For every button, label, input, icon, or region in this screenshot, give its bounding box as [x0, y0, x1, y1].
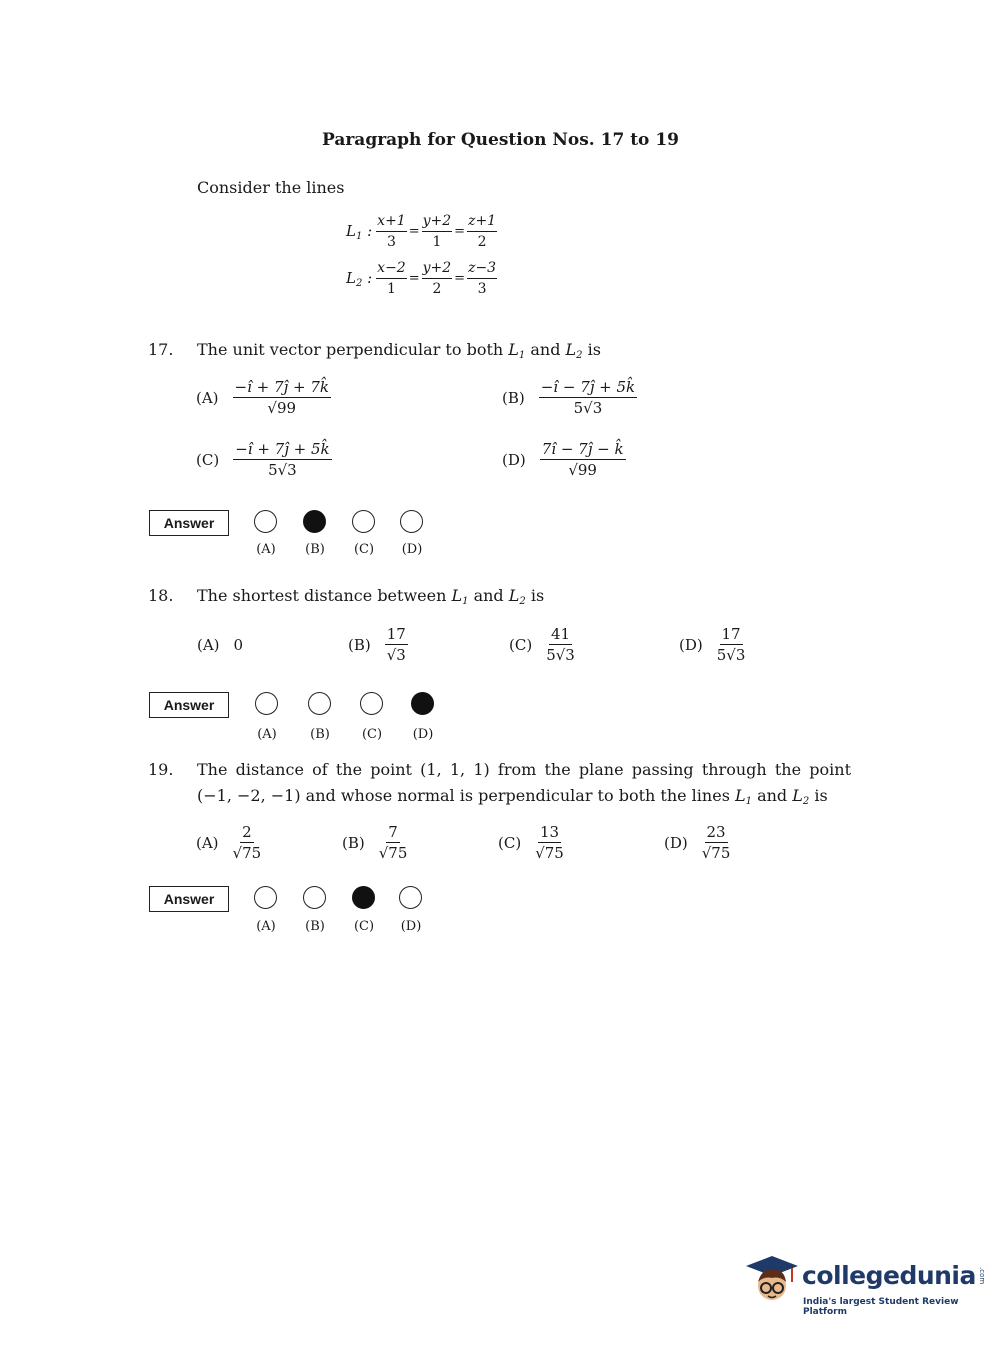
intro-text: Consider the lines — [197, 178, 345, 197]
q17-bubble-a[interactable] — [254, 510, 277, 533]
q18-option-c: (C) $\frac{41}{5√3}$ — [509, 625, 575, 664]
q17-bubble-label-a: (A) — [256, 542, 276, 557]
q17-answer-label: Answer — [149, 510, 229, 536]
q19-text-line1: The distance of the point (1, 1, 1) from the plane passing through the point — [197, 760, 851, 779]
q19-bubble-a[interactable] — [254, 886, 277, 909]
q19-bubble-b[interactable] — [303, 886, 326, 909]
q19-bubble-c[interactable] — [352, 886, 375, 909]
q18-bubble-label-d: (D) — [412, 727, 434, 742]
line-l1-equation: $L_1$ : $\frac{x+1}{3}$ = $\frac{y+2}{1}$ = $\frac{z+1}{2}$ — [346, 213, 497, 250]
q19-bubble-label-b: (B) — [305, 919, 325, 934]
q19-option-b: (B) $\frac{7}{√75}$ — [342, 823, 408, 862]
q17-option-c: (C) $\frac{-î + 7ĵ + 5k̂}{5√3}$ — [196, 440, 330, 479]
brand-logo — [802, 1261, 986, 1291]
brand-suffix: .com — [977, 1267, 986, 1285]
q17-text: The unit vector perpendicular to both $L_1$ and $L_2$ is — [197, 340, 601, 361]
brand-name: collegedunia — [802, 1261, 976, 1290]
q17-number: 17. — [148, 340, 174, 359]
q19-bubble-label-a: (A) — [256, 919, 276, 934]
q18-bubble-a[interactable] — [255, 692, 278, 715]
q19-bubble-d[interactable] — [399, 886, 422, 909]
q18-bubble-label-c: (C) — [361, 727, 383, 742]
q17-bubble-c[interactable] — [352, 510, 375, 533]
q18-option-a: (A) 0 — [197, 636, 244, 654]
q17-option-a: (A) $\frac{-î + 7ĵ + 7k̂}{√99}$ — [196, 378, 329, 417]
q19-option-d: (D) $\frac{23}{√75}$ — [664, 823, 731, 862]
q19-number: 19. — [148, 760, 174, 779]
q17-bubble-label-d: (D) — [401, 542, 423, 557]
q17-option-b: (B) $\frac{-î - 7ĵ + 5k̂}{5√3}$ — [502, 378, 636, 417]
q17-option-d: (D) $\frac{7î - 7ĵ - k̂}{√99}$ — [502, 440, 624, 479]
q18-bubble-label-a: (A) — [257, 727, 277, 742]
q18-option-b: (B) $\frac{17}{√3}$ — [348, 625, 406, 664]
q18-bubble-b[interactable] — [308, 692, 331, 715]
q18-bubble-c[interactable] — [360, 692, 383, 715]
q18-bubble-label-b: (B) — [310, 727, 330, 742]
q19-text-line2: (−1, −2, −1) and whose normal is perpendicular to both the lines $L_1$ and $L_2$ is — [197, 786, 828, 807]
q19-option-c: (C) $\frac{13}{√75}$ — [498, 823, 564, 862]
q18-option-d: (D) $\frac{17}{5√3}$ — [679, 625, 746, 664]
q18-bubble-d[interactable] — [411, 692, 434, 715]
paragraph-heading: Paragraph for Question Nos. 17 to 19 — [322, 130, 679, 150]
q17-bubble-label-c: (C) — [353, 542, 375, 557]
q19-answer-label: Answer — [149, 886, 229, 912]
q19-bubble-label-d: (D) — [400, 919, 422, 934]
line-l2-equation: $L_2$ : $\frac{x-2}{1}$ = $\frac{y+2}{2}$ = $\frac{z-3}{3}$ — [346, 260, 497, 297]
q17-bubble-b[interactable] — [303, 510, 326, 533]
q19-option-a: (A) $\frac{2}{√75}$ — [196, 823, 262, 862]
mascot-icon — [742, 1252, 802, 1312]
q17-bubble-d[interactable] — [400, 510, 423, 533]
q18-number: 18. — [148, 586, 174, 605]
q18-answer-label: Answer — [149, 692, 229, 718]
q17-bubble-label-b: (B) — [305, 542, 325, 557]
q18-text: The shortest distance between $L_1$ and $L_2$ is — [197, 586, 545, 607]
brand-tagline: India's largest Student Review Platform — [803, 1297, 959, 1317]
q19-bubble-label-c: (C) — [353, 919, 375, 934]
